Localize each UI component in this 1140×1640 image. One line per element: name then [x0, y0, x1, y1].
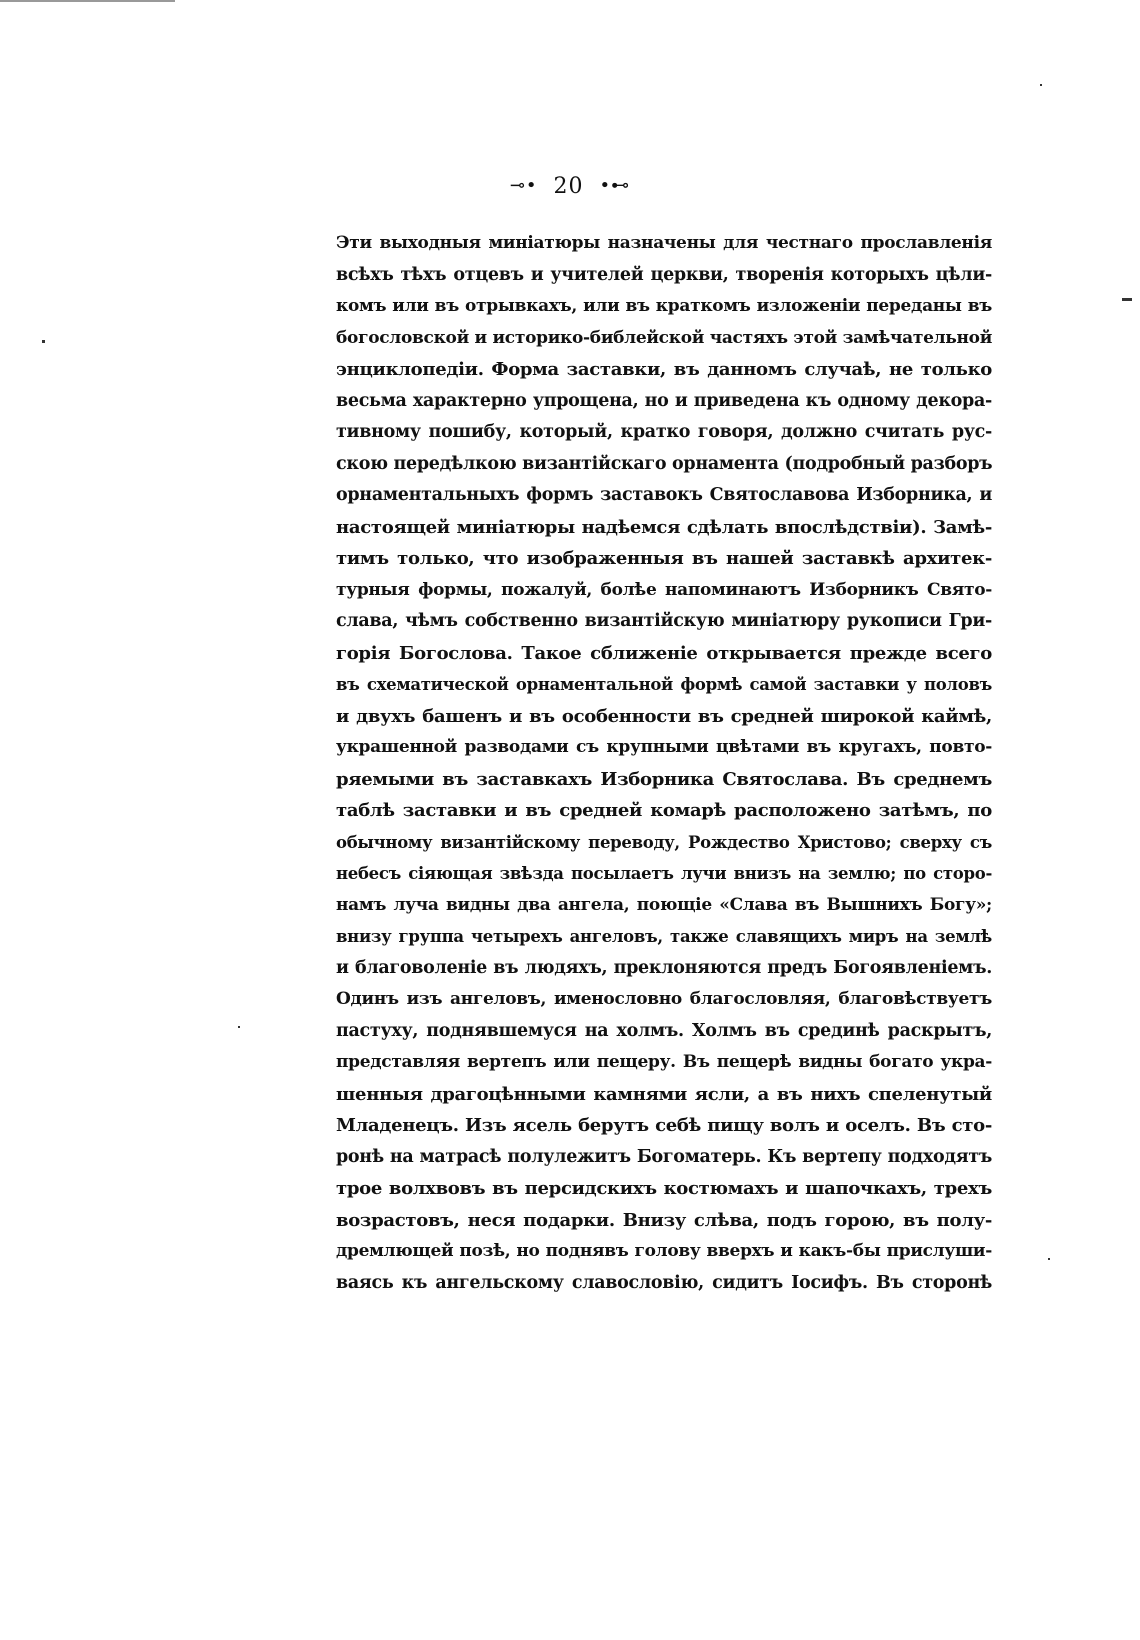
text-line: Эти выходныя миніатюры назначены для честнаго прославленія [336, 233, 992, 253]
text-line: небесъ сіяющая звѣзда посылаетъ лучи внизъ на землю; по сторо- [336, 864, 992, 883]
scan-edge-rule [0, 0, 175, 2]
text-line: и благоволеніе въ людяхъ, преклоняются предъ Богоявленіемъ. [336, 957, 992, 978]
text-line: тивному пошибу, который, кратко говоря, должно считать рус- [336, 422, 992, 442]
text-line: таблѣ заставки и въ средней комарѣ расположено затѣмъ, по [336, 800, 992, 821]
text-line: скою передѣлкою византійскаго орнамента (подробный разборъ [336, 453, 993, 474]
text-line: пастуху, поднявшемуся на холмъ. Холмъ въ срединѣ раскрытъ, [336, 1020, 992, 1041]
page-number: 20 [553, 174, 584, 199]
text-line: ряемыми въ заставкахъ Изборника Святослава. Въ среднемъ [336, 768, 992, 790]
text-line: дремлющей позѣ, но поднявъ голову вверхъ и какъ-бы прислуши- [336, 1241, 992, 1261]
text-line: богословской и историко-библейской частяхъ этой замѣчательной [336, 327, 992, 348]
text-line: весьма характерно упрощена, но и приведена къ одному декора- [336, 390, 992, 411]
text-line: всѣхъ тѣхъ отцевъ и учителей церкви, творенія которыхъ цѣли- [336, 264, 992, 285]
text-line: возрастовъ, неся подарки. Внизу слѣва, подъ горою, въ полу- [336, 1209, 992, 1231]
text-line: турныя формы, пожалуй, болѣе напоминаютъ Изборникъ Свято- [336, 579, 992, 600]
text-line: Младенецъ. Изъ ясель берутъ себѣ пищу волъ и оселъ. Въ сто- [336, 1115, 992, 1136]
text-line: настоящей миніатюры надѣемся сдѣлать впослѣдствіи). Замѣ- [336, 516, 992, 538]
left-ornament: ⊸• [509, 175, 538, 196]
text-line: и двухъ башенъ и въ особенности въ средней широкой каймѣ, [336, 705, 992, 727]
text-line: внизу группа четырехъ ангеловъ, также славящихъ миръ на землѣ [336, 927, 992, 946]
text-line: украшенной разводами съ крупными цвѣтами въ кругахъ, повто- [336, 737, 992, 757]
scan-speck [1040, 84, 1042, 86]
scan-speck [1122, 298, 1132, 301]
text-line: слава, чѣмъ собственно византійскую миніатюру рукописи Гри- [336, 611, 992, 631]
text-line: намъ луча видны два ангела, поющіе «Слава въ Вышнихъ Богу»; [336, 894, 992, 915]
text-line: тимъ только, что изображенныя въ нашей заставкѣ архитек- [336, 548, 992, 569]
text-line: обычному византійскому переводу, Рождество Христово; сверху съ [336, 832, 992, 852]
scan-speck [42, 340, 45, 343]
text-line: орнаментальныхъ формъ заставокъ Святославова Изборника, и [336, 485, 992, 505]
text-line: шенныя драгоцѣнными камнями ясли, а въ нихъ спеленутый [336, 1083, 992, 1105]
text-line: ваясь къ ангельскому славословію, сидитъ Іосифъ. Въ сторонѣ [336, 1272, 992, 1293]
text-line: комъ или въ отрывкахъ, или въ краткомъ изложеніи переданы въ [336, 296, 992, 316]
text-line: трое волхвовъ въ персидскихъ костюмахъ и шапочкахъ, трехъ [336, 1178, 992, 1199]
body-text [336, 228, 992, 1299]
right-ornament: •⊷ [599, 175, 631, 196]
text-line: энциклопедіи. Форма заставки, въ данномъ случаѣ, не только [336, 359, 992, 380]
text-line: Одинъ изъ ангеловъ, именословно благословляя, благовѣствуетъ [336, 989, 992, 1009]
text-line: представляя вертепъ или пещеру. Въ пещерѣ видны богато укра- [336, 1052, 992, 1072]
scan-speck [238, 1026, 240, 1028]
text-line: ронѣ на матрасѣ полулежитъ Богоматерь. Къ вертепу подходятъ [336, 1146, 992, 1167]
page-header [0, 174, 1140, 199]
text-line: горія Богослова. Такое сближеніе открывается прежде всего [336, 642, 992, 664]
text-line: въ схематической орнаментальной формѣ самой заставки у половъ [336, 675, 992, 694]
scan-speck [1048, 1258, 1050, 1260]
